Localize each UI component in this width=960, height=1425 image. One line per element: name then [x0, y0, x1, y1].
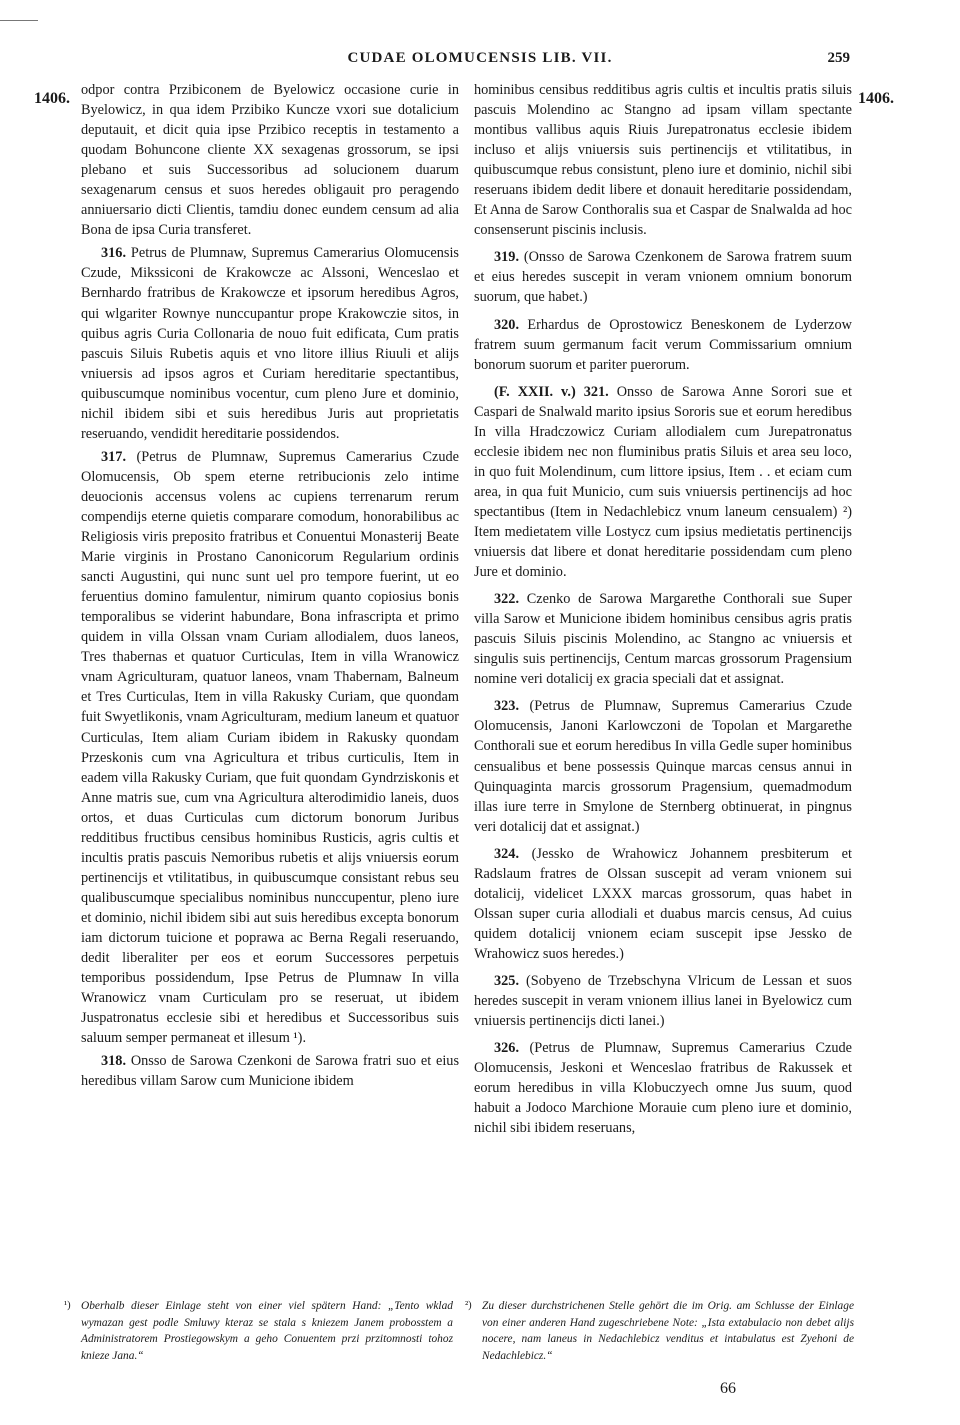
- entry-number: 326.: [494, 1040, 520, 1057]
- footnote-text: Oberhalb dieser Einlage steht von einer viel spätern Hand: „Tento wklad wymazan gest podle Smluwy kteraz se stala s kniezem Janem probosstem a Administratorem Prostiegowskym a geho Conuentem przi przitomnosti tohoz knieze Jana.“: [81, 1300, 453, 1362]
- entry-325: 325. (Sobyeno de Trzebschyna Vlricum de Lessan et suos heredes suscepit in veram vnionem illius lanei in Byelowicz cum vniuersis pertinencijs dicti lanei.): [474, 972, 852, 1030]
- entry-number: 324.: [494, 845, 520, 862]
- entry-number: 320.: [494, 316, 520, 333]
- paragraph-continued: odpor contra Przibiconem de Byelowicz occasione curie in Byelowicz, in qua idem Przibiko Kuncze vxori sue dotalicium deputauit, et dicit quia ipse Przibico receptis in testamento a quodam Bohuncone cliente XX sexagenas grossorum, se ipsi plebano et suis Successoribus ad solucionem duarum sexagenarum census et suos heredes obligauit pro peragendo anniuersario dicti Clientis, tamdiu donec eundem censum ad alia Bona de ipsa Curia transferet.: [81, 82, 459, 239]
- entry-number: (F. XXII. v.) 321.: [494, 383, 609, 400]
- entry-324: 324. (Jessko de Wrahowicz Johannem presbiterum et Radslaum fratres de Olssan suscepit ad veram vnionem sui dotalicij, videlicet LXXX marcas grossorum, quas habet in Olssan super curia allodiali et duabus marcis census, Ad cuius quidem dotalicij vnionem eciam suscepit ipse Jessko de Wrahowicz suos heredes.): [474, 845, 852, 962]
- page-number: 259: [827, 50, 850, 66]
- entry-326: 326. (Petrus de Plumnaw, Supremus Camerarius Czude Olomucensis, Jeskoni et Wenceslao fratribus de Rakussek et eorum heredibus in villa Klobuczyech omne Jus suum, quod habuit a Jodoco Marchione Morauie cum pleno iure et dominio, nichil sibi ibidem reseruans,: [474, 1040, 852, 1137]
- entry-323: 323. (Petrus de Plumnaw, Supremus Camerarius Czude Olomucensis, Janoni Karlowczoni de Topolan et Margarethe Conthorali sue et eorum heredibus In villa Gedle super hominibus censualibus et bene possessis Quinque marcas census annui in Quinquaginta marcis grossorum Pragensium, quemadmodum illas iure terre in Smylone de Sternberg obtinuerat, in pingnus veri dotalicij dat et assignat.): [474, 698, 852, 835]
- entry-321: (F. XXII. v.) 321. Onsso de Sarowa Anne Sorori sue et Caspari de Snalwald marito ipsius Sororis sue et eorum heredibus In villa Hradczowicz Curiam allodialem cum Jurepatronatus ecclesie ibidem nec non fluminibus pratis Siluis et area seu loco, in quo fuit Molendinum, cum littore ipsius, Item . . et eciam cum area, in qua fuit Municio, cum suis vniuersis pertinencijs ad hoc spectantibus (Item in Nedachlebicz vnum laneum censualem) ²) Item medietatem ville Lostycz cum ipsius medietatis pertinencijs vniuersis dat libere et donat hereditarie possidendam cum pleno Jure et dominio.: [474, 383, 852, 581]
- entry-number: 319.: [494, 249, 520, 266]
- running-title: CUDAE OLOMUCENSIS LIB. VII.: [347, 50, 613, 66]
- footnote-1: [64, 1298, 453, 1364]
- entry-320: 320. Erhardus de Oprostowicz Beneskonem de Lyderzow fratrem suum germanum facit verum Commissarium omnium bonorum suorum et pariter puerorum.: [474, 316, 852, 373]
- running-head: [0, 50, 960, 80]
- margin-year-right: 1406.: [858, 90, 894, 107]
- entry-number: 317.: [101, 448, 127, 465]
- footnote-mark: ¹): [64, 1300, 71, 1311]
- entry-number: 323.: [494, 698, 520, 715]
- footnote-mark: ²): [465, 1300, 472, 1311]
- footnote-2: [465, 1298, 854, 1364]
- entry-316: 316. Petrus de Plumnaw, Supremus Camerarius Olomucensis Czude, Mikssiconi de Krakowcze ac Alssoni, Wenceslao et Bernhardo fratribus de Krakowcze et ipsorum heredibus Agros, qui wlgariter Rownye nunccupantur prope Krakowczie sitos, in quibus agris Curia Collonaria de nouo fuit edificata, Cum pratis pascuis Siluis Rubetis aquis et vno litore illius Riuuli et alijs vniuersis ad ipsos agros et Curiam hereditarie spectantibus, quibuscumque nominibus vocentur, cum pleno Jure et dominio, nichil ibidem sibi et suis heredibus Juris aut proprietatis reseruando, vendidit hereditarie possidendos.: [81, 245, 459, 442]
- entry-317: 317. (Petrus de Plumnaw, Supremus Camerarius Czude Olomucensis, Ob spem eterne retribucionis zelo intime deuocionis accensus volens ac cupiens terrenarum rerum compendijs eterne quietis comparare comodum, honorabilibus ac Religiosis viris preposito fratribus et Conuentui Monasterij Beate Marie virginis in Prostano Canonicorum Regularium ordinis sancti Augustini, qui nunc sunt uel pro tempore fuerint, ut eo feruentius domino famulentur, nimirum quanto copiosius bonis temporalibus se viderint habundare, Bona infrascripta et primo quidem in villa Olssan vnam Curiam allodialem, duos laneos, Tres thabernas et quatuor Curticulas, Item in villa Wranowicz vnam Agriculturam, quatuor laneos, vnam Thabernam, Balneum et Tres Curticulas, Item in villa Rakusky Curiam, que quondam fuit Swyetlikonis, vnam Agriculturam, medium laneum et quatuor Curticulas, Item aliam Curiam ibidem in Rakusky quondam Przeskonis cum vna Agricultura et tribus curticulis, Item in eadem villa Rakusky Curiam, que fuit quondam Gyndrziskonis et Anne matris sue, cum vna Agricultura alterodimidio laneis, duos ortos, et duas Curticulas cum dictorum bonorum Juribus redditibus fructibus censibus hominibus Rusticis, agris cultis et incultis pratis pascuis Nemoribus rubetis et alijs vniuersis eorum pertinencijs et vtilitatibus, in quibuscumque consistant rebus seu qualibuscumque specialibus nominibus nunccupentur, pleno iure et dominio, nichil ibidem sibi aut suis heredibus excepta bonorum iam dictorum tuicione et poprawa ac Berna Regali reseruando, dedit liberaliter per eos et eorum Successores perpetuis temporibus possidendum, Ipse Petrus de Plumnaw In villa Wranowicz vnam Curticulam pro se reseruat, ut ibidem Juspatronatus ecclesie sibi et heredibus et Successoribus suis saluum semper permaneat et illesum ¹).: [81, 448, 459, 1047]
- right-column: [474, 80, 852, 1138]
- margin-year-left: 1406.: [34, 90, 70, 107]
- signature-mark: 66: [720, 1380, 736, 1397]
- entry-number: 322.: [494, 591, 520, 608]
- left-column: [81, 80, 459, 1091]
- footnote-text: Zu dieser durchstrichenen Stelle gehört die im Orig. am Schlusse der Einlage von einer anderen Hand zugeschriebene Note: „Ista extabulacio non debet alijs nocere, nam laneus in Nedachlebicz venditus et intabulatus est Zyehoni de Nedachlebicz.“: [482, 1300, 854, 1362]
- corner-rule: [0, 20, 38, 21]
- entry-322: 322. Czenko de Sarowa Margarethe Conthorali sue Super villa Sarow et Municione ibidem hominibus censibus agris pratis pascuis Siluis piscinis Molendino, ac Stangno ac vniuersis et singulis suis pertinencijs, Centum marcas grossorum Pragensium nomine veri dotalicij ex gracia speciali dat et assignat.: [474, 591, 853, 688]
- entry-number: 318.: [101, 1053, 127, 1070]
- entry-319: 319. (Onsso de Sarowa Czenkonem de Sarowa fratrem suum et eius heredes suscepit in veram vnionem omnium bonorum suorum, que habet.): [474, 249, 852, 306]
- entry-318: 318. Onsso de Sarowa Czenkoni de Sarowa fratri suo et eius heredibus villam Sarow cum Municione ibidem: [81, 1053, 460, 1090]
- paragraph-continued: hominibus censibus redditibus agris cultis et incultis pratis siluis pascuis Molendino ac Stangno ad ipsam villam spectante montibus vallibus aquis Riuis Jurepatronatus ecclesie ibidem incluso et alijs vniuersis suis pertinencijs et vtilitatibus, in quibuscumque rebus consistunt, pleno iure et dominio, nichil sibi reseruans ibidem dedit libere et donauit hereditarie possidendam, Et Anna de Sarow Conthoralis sua et Caspar de Snalwalda ad hoc consenserunt piscinis inclusis.: [474, 82, 852, 239]
- entry-number: 316.: [101, 245, 127, 262]
- entry-number: 325.: [494, 972, 520, 989]
